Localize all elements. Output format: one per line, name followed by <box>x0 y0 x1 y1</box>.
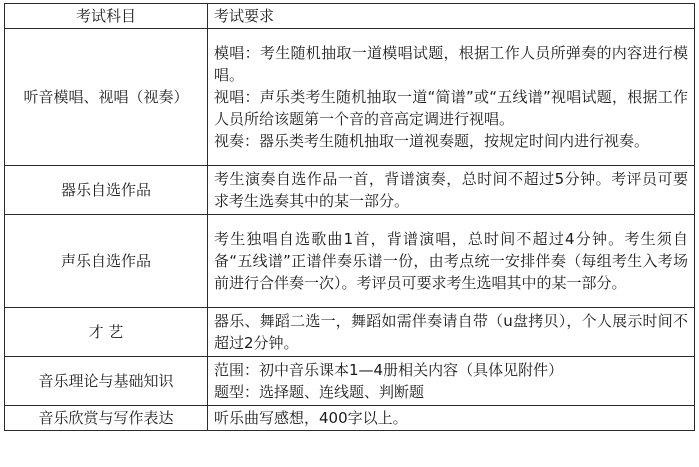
table-row <box>5 357 695 406</box>
requirements-cell <box>208 215 695 308</box>
requirement-text: 模唱：考生随机抽取一道模唱试题，根据工作人员所弹奏的内容进行模唱。 <box>214 44 688 84</box>
table-row <box>5 29 695 166</box>
requirement-text: 考生演奏自选作品一首，背谱演奏，总时间不超过5分钟。考评员可要求考生选奏其中的某一部分。 <box>214 170 688 210</box>
table-row <box>5 166 695 215</box>
requirement-text: 视奏：器乐类考生随机抽取一道视奏题，按规定时间内进行视奏。 <box>214 132 650 150</box>
requirements-cell <box>208 166 695 215</box>
header-requirements: 考试要求 <box>208 4 695 29</box>
requirement-text: 题型：选择题、连线题、判断题 <box>214 383 425 401</box>
table-row <box>5 406 695 431</box>
subject-cell: 听音模唱、视唱（视奏） <box>5 29 208 166</box>
table-row <box>5 308 695 357</box>
table-header-row <box>5 4 695 29</box>
requirement-text: 器乐、舞蹈二选一，舞蹈如需伴奏请自带（u盘拷贝），个人展示时间不超过2分钟。 <box>214 312 688 352</box>
exam-requirements-table <box>4 3 695 431</box>
requirements-cell <box>208 308 695 357</box>
subject-cell: 器乐自选作品 <box>5 166 208 215</box>
requirement-text: 范围：初中音乐课本1—4册相关内容（具体见附件） <box>214 361 564 379</box>
requirements-cell <box>208 406 695 431</box>
subject-cell: 音乐欣赏与写作表达 <box>5 406 208 431</box>
requirements-cell <box>208 357 695 406</box>
subject-cell: 才 艺 <box>5 308 208 357</box>
requirement-text: 视唱：声乐类考生随机抽取一道“简谱”或“五线谱”视唱试题，根据工作人员所给该题第一个音的音高定调进行视唱。 <box>214 88 688 128</box>
subject-cell: 声乐自选作品 <box>5 215 208 308</box>
table-row <box>5 215 695 308</box>
requirements-cell <box>208 29 695 166</box>
header-subject: 考试科目 <box>5 4 208 29</box>
subject-cell: 音乐理论与基础知识 <box>5 357 208 406</box>
requirement-text: 听乐曲写感想，400字以上。 <box>214 409 408 427</box>
requirement-text: 考生独唱自选歌曲1首，背谱演唱，总时间不超过4分钟。考生须自备“五线谱”正谱伴奏乐谱一份，由考点统一安排伴奏（每组考生入考场前进行合伴奏一次）。考评员可要求考生选唱其中的某一部分。 <box>214 230 688 292</box>
